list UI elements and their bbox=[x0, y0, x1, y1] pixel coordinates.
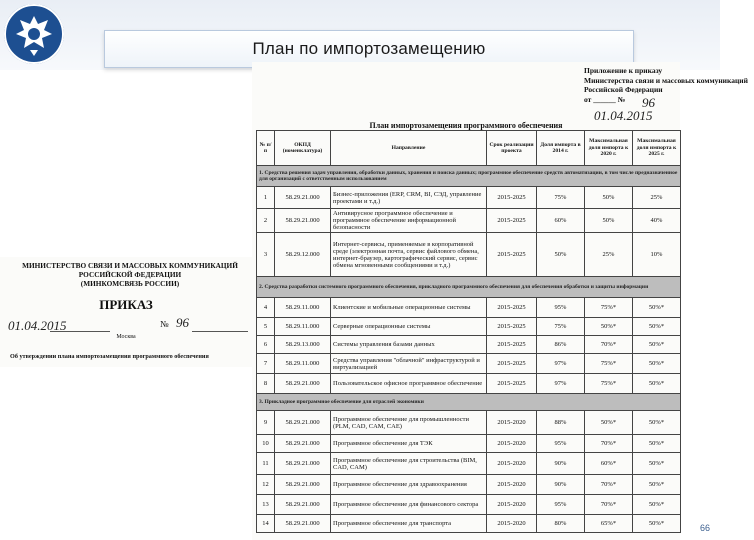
cell-share2014: 95% bbox=[537, 298, 585, 318]
section-title: 3. Прикладное программное обеспечение для отраслей экономики bbox=[257, 394, 681, 411]
cell-max2020: 70%* bbox=[585, 475, 633, 495]
cell-share2014: 88% bbox=[537, 411, 585, 435]
table-row bbox=[257, 435, 681, 453]
table-row bbox=[257, 453, 681, 475]
cell-share2014: 60% bbox=[537, 209, 585, 233]
cell-n: 9 bbox=[257, 411, 275, 435]
ministry-heading bbox=[10, 261, 250, 288]
cell-n: 12 bbox=[257, 475, 275, 495]
header-cell: Направление bbox=[331, 131, 487, 166]
appendix-line: Министерства связи и массовых коммуникаций bbox=[584, 75, 748, 85]
handwritten-date: 01.04.2015 bbox=[8, 318, 67, 333]
cell-okpd: 58.29.12.000 bbox=[275, 233, 331, 277]
cell-direction: Программное обеспечение для транспорта bbox=[331, 515, 487, 533]
cell-term: 2015-2020 bbox=[487, 411, 537, 435]
section-title: 1. Средства решения задач управления, обработки данных, хранения и поиска данных; программное обеспечение средств автоматизации, в том числе предназначенное для организаций с ответственным использованием bbox=[257, 166, 681, 187]
cell-term: 2015-2025 bbox=[487, 233, 537, 277]
cell-max2020: 60%* bbox=[585, 453, 633, 475]
cell-share2014: 80% bbox=[537, 515, 585, 533]
cell-max2025: 50%* bbox=[633, 495, 681, 515]
cell-share2014: 97% bbox=[537, 354, 585, 374]
cell-max2025: 40% bbox=[633, 209, 681, 233]
cell-term: 2015-2025 bbox=[487, 336, 537, 354]
cell-direction: Программное обеспечение для финансового сектора bbox=[331, 495, 487, 515]
table-row bbox=[257, 495, 681, 515]
cell-share2014: 95% bbox=[537, 495, 585, 515]
cell-direction: Серверные операционные системы bbox=[331, 318, 487, 336]
table-row bbox=[257, 187, 681, 209]
cell-share2014: 50% bbox=[537, 233, 585, 277]
section-title: 2. Средства разработки системного программного обеспечения, прикладного программного обеспечения для обеспечения обработки и защиты информации bbox=[257, 277, 681, 298]
cell-max2025: 50%* bbox=[633, 354, 681, 374]
cell-direction: Программное обеспечение для промышленности (PLM, CAD, CAM, CAE) bbox=[331, 411, 487, 435]
cell-term: 2015-2020 bbox=[487, 495, 537, 515]
cell-term: 2015-2020 bbox=[487, 515, 537, 533]
cell-okpd: 58.29.21.000 bbox=[275, 515, 331, 533]
table-row bbox=[257, 336, 681, 354]
table-header-row bbox=[257, 131, 681, 166]
appendix-line: Приложение к приказу bbox=[584, 66, 663, 75]
cell-max2020: 50%* bbox=[585, 411, 633, 435]
cell-n: 2 bbox=[257, 209, 275, 233]
cell-max2020: 75%* bbox=[585, 374, 633, 394]
order-subject: Об утверждении плана импортозамещения программного обеспечения bbox=[10, 353, 209, 360]
cell-max2025: 50%* bbox=[633, 318, 681, 336]
number-underline bbox=[192, 331, 248, 332]
section-row bbox=[257, 166, 681, 187]
cell-n: 7 bbox=[257, 354, 275, 374]
cell-max2025: 50%* bbox=[633, 435, 681, 453]
cell-okpd: 58.29.21.000 bbox=[275, 453, 331, 475]
handwritten-order-date: 01.04.2015 bbox=[594, 108, 653, 123]
cell-direction: Средства управления "облачной" инфраструктурой и виртуализацией bbox=[331, 354, 487, 374]
cell-max2025: 50%* bbox=[633, 475, 681, 495]
eagle-emblem-icon bbox=[4, 4, 64, 64]
cell-direction: Пользовательское офисное программное обеспечение bbox=[331, 374, 487, 394]
ministry-emblem-logo bbox=[4, 4, 64, 64]
appendix-line: Российской Федерации bbox=[584, 85, 663, 94]
cell-n: 5 bbox=[257, 318, 275, 336]
cell-max2025: 50%* bbox=[633, 453, 681, 475]
import-substitution-table bbox=[256, 130, 681, 533]
table-row bbox=[257, 475, 681, 495]
ministry-line: (МИНКОМСВЯЗЬ РОССИИ) bbox=[80, 279, 180, 288]
cell-n: 3 bbox=[257, 233, 275, 277]
table-row bbox=[257, 318, 681, 336]
order-title: ПРИКАЗ bbox=[99, 297, 153, 312]
cell-n: 1 bbox=[257, 187, 275, 209]
cell-direction: Системы управления базами данных bbox=[331, 336, 487, 354]
cell-max2020: 25% bbox=[585, 233, 633, 277]
order-line: от ______ № bbox=[584, 94, 626, 104]
table-row bbox=[257, 515, 681, 533]
cell-direction: Программное обеспечение для ТЭК bbox=[331, 435, 487, 453]
cell-max2020: 65%* bbox=[585, 515, 633, 533]
number-sign: № bbox=[160, 319, 169, 329]
cell-term: 2015-2025 bbox=[487, 318, 537, 336]
header-cell: Доля импорта в 2014 г. bbox=[537, 131, 585, 166]
cell-okpd: 58.29.21.000 bbox=[275, 475, 331, 495]
cell-max2025: 50%* bbox=[633, 374, 681, 394]
cell-n: 8 bbox=[257, 374, 275, 394]
cell-direction: Интернет-сервисы, применяемые в корпоративной среде (электронная почта, сервис файлового обмена, интернет-браузер, картографический сервис, сервис обмена мгновенными сообщениями и т.д.) bbox=[331, 233, 487, 277]
cell-max2020: 50% bbox=[585, 209, 633, 233]
cell-share2014: 95% bbox=[537, 435, 585, 453]
table-row bbox=[257, 233, 681, 277]
cell-okpd: 58.29.21.000 bbox=[275, 187, 331, 209]
cell-okpd: 58.29.21.000 bbox=[275, 209, 331, 233]
plan-title: План импортозамещения программного обеспечения bbox=[369, 121, 563, 130]
table-row bbox=[257, 374, 681, 394]
section-row bbox=[257, 394, 681, 411]
cell-share2014: 75% bbox=[537, 187, 585, 209]
cell-okpd: 58.29.11.000 bbox=[275, 354, 331, 374]
cell-direction: Клиентские и мобильные операционные системы bbox=[331, 298, 487, 318]
date-underline bbox=[50, 331, 110, 332]
cell-term: 2015-2025 bbox=[487, 187, 537, 209]
ministry-line: РОССИЙСКОЙ ФЕДЕРАЦИИ bbox=[78, 270, 182, 279]
cell-share2014: 86% bbox=[537, 336, 585, 354]
cell-okpd: 58.29.11.000 bbox=[275, 318, 331, 336]
header-cell: Максимальная доля импорта к 2020 г. bbox=[585, 131, 633, 166]
header-cell: Срок реализации проекта bbox=[487, 131, 537, 166]
cell-max2020: 50%* bbox=[585, 318, 633, 336]
table-row bbox=[257, 354, 681, 374]
cell-okpd: 58.29.21.000 bbox=[275, 374, 331, 394]
cell-term: 2015-2025 bbox=[487, 209, 537, 233]
ministry-line: МИНИСТЕРСТВО СВЯЗИ И МАССОВЫХ КОММУНИКАЦИЙ bbox=[22, 261, 238, 270]
cell-term: 2015-2020 bbox=[487, 475, 537, 495]
cell-term: 2015-2020 bbox=[487, 453, 537, 475]
city: Москва bbox=[116, 334, 136, 340]
cell-n: 14 bbox=[257, 515, 275, 533]
cell-max2020: 75%* bbox=[585, 298, 633, 318]
section-row bbox=[257, 277, 681, 298]
cell-max2020: 70%* bbox=[585, 495, 633, 515]
cell-max2025: 25% bbox=[633, 187, 681, 209]
appendix-heading bbox=[584, 66, 754, 104]
table-row bbox=[257, 298, 681, 318]
cell-term: 2015-2025 bbox=[487, 354, 537, 374]
cell-max2025: 50%* bbox=[633, 411, 681, 435]
cell-okpd: 58.29.21.000 bbox=[275, 435, 331, 453]
cell-max2025: 10% bbox=[633, 233, 681, 277]
header-cell: Максимальная доля импорта к 2025 г. bbox=[633, 131, 681, 166]
cell-okpd: 58.29.21.000 bbox=[275, 411, 331, 435]
cell-n: 10 bbox=[257, 435, 275, 453]
cell-direction: Программное обеспечение для здравоохранения bbox=[331, 475, 487, 495]
cell-n: 13 bbox=[257, 495, 275, 515]
cell-term: 2015-2025 bbox=[487, 374, 537, 394]
cell-share2014: 97% bbox=[537, 374, 585, 394]
cell-max2020: 70%* bbox=[585, 336, 633, 354]
cell-n: 11 bbox=[257, 453, 275, 475]
cell-max2025: 50%* bbox=[633, 515, 681, 533]
order-document bbox=[0, 257, 252, 367]
cell-term: 2015-2020 bbox=[487, 435, 537, 453]
slide-title: План по импортозамещению bbox=[252, 39, 486, 58]
table-row bbox=[257, 411, 681, 435]
header-cell: № п/п bbox=[257, 131, 275, 166]
cell-n: 6 bbox=[257, 336, 275, 354]
page-number: 66 bbox=[700, 523, 711, 533]
cell-term: 2015-2025 bbox=[487, 298, 537, 318]
cell-n: 4 bbox=[257, 298, 275, 318]
cell-direction: Программное обеспечение для строительства (BIM, CAD, CAM) bbox=[331, 453, 487, 475]
table-row bbox=[257, 209, 681, 233]
cell-okpd: 58.29.13.000 bbox=[275, 336, 331, 354]
cell-direction: Антивирусное программное обеспечение и программное обеспечение информационной безопасности bbox=[331, 209, 487, 233]
cell-max2025: 50%* bbox=[633, 336, 681, 354]
cell-okpd: 58.29.11.000 bbox=[275, 298, 331, 318]
cell-share2014: 90% bbox=[537, 475, 585, 495]
cell-share2014: 90% bbox=[537, 453, 585, 475]
handwritten-order-number: 96 bbox=[642, 95, 655, 110]
cell-max2020: 75%* bbox=[585, 354, 633, 374]
cell-share2014: 75% bbox=[537, 318, 585, 336]
handwritten-number: 96 bbox=[176, 315, 189, 330]
cell-max2020: 70%* bbox=[585, 435, 633, 453]
cell-direction: Бизнес-приложения (ERP, CRM, BI, СЭД, управление проектами и т.д.) bbox=[331, 187, 487, 209]
cell-max2020: 50% bbox=[585, 187, 633, 209]
cell-max2025: 50%* bbox=[633, 298, 681, 318]
header-cell: ОКПД (номенклатура) bbox=[275, 131, 331, 166]
cell-okpd: 58.29.21.000 bbox=[275, 495, 331, 515]
